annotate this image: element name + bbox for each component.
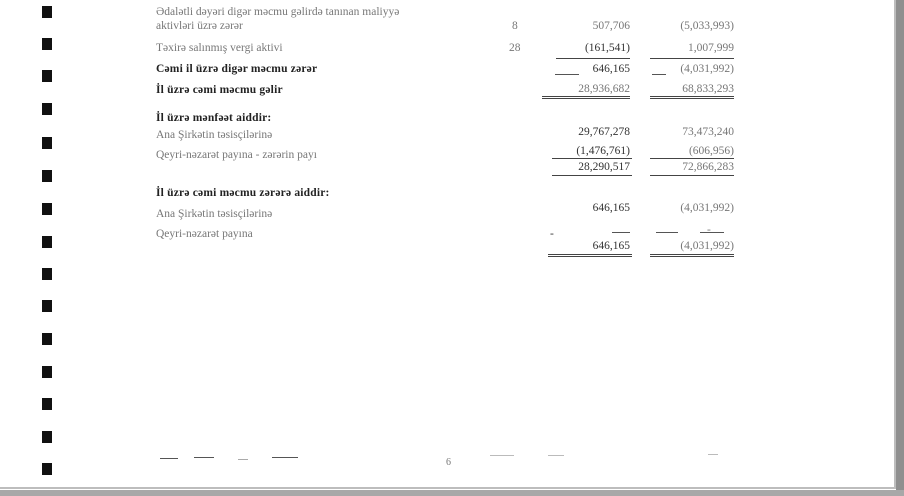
total-rule bbox=[650, 254, 734, 257]
note-ref: 8 bbox=[512, 20, 518, 32]
subtotal-rule bbox=[556, 58, 630, 59]
subtotal-rule bbox=[650, 58, 734, 59]
row-label: Təxirə salınmış vergi aktivi bbox=[156, 42, 283, 54]
row-label: Ana Şirkətin təsisçilərinə bbox=[156, 129, 273, 141]
signature-line bbox=[548, 455, 564, 456]
row-label: Cəmi il üzrə digər məcmu zərər bbox=[156, 63, 318, 75]
value-current: 29,767,278 bbox=[578, 126, 630, 138]
row-label: Ədalətli dəyəri digər məcmu gəlirdə tanınan maliyyə bbox=[156, 6, 400, 18]
total-rule bbox=[650, 96, 734, 99]
value-current: 28,936,682 bbox=[578, 83, 630, 95]
total-rule bbox=[548, 254, 632, 257]
section-total-current: 646,165 bbox=[592, 240, 630, 252]
signature-line bbox=[272, 457, 298, 458]
row-label: Ana Şirkətin təsisçilərinə bbox=[156, 208, 273, 220]
section-total-prior: (4,031,992) bbox=[680, 240, 734, 252]
total-rule bbox=[552, 175, 632, 176]
value-prior: (5,033,993) bbox=[680, 20, 734, 32]
dash-mark bbox=[656, 232, 678, 233]
total-rule bbox=[650, 175, 734, 176]
note-ref: 28 bbox=[509, 42, 521, 54]
subtotal-rule bbox=[650, 158, 734, 159]
value-prior: - bbox=[707, 224, 711, 236]
page-edge-shadow-bottom bbox=[0, 490, 904, 496]
signature-line bbox=[708, 454, 718, 455]
dash-mark bbox=[612, 232, 630, 233]
value-prior: 68,833,293 bbox=[682, 83, 734, 95]
value-current: 507,706 bbox=[592, 20, 630, 32]
value-current: (1,476,761) bbox=[576, 145, 630, 157]
subtotal-rule bbox=[552, 158, 632, 159]
signature-line bbox=[194, 457, 214, 458]
value-prior: 1,007,999 bbox=[688, 42, 734, 54]
value-current: 646,165 bbox=[592, 63, 630, 75]
section-total-current: 28,290,517 bbox=[578, 161, 630, 173]
total-rule bbox=[542, 96, 630, 99]
value-current: (161,541) bbox=[584, 42, 630, 54]
value-current: - bbox=[550, 228, 554, 240]
section-heading: İl üzrə cəmi məcmu zərərə aiddir: bbox=[156, 187, 330, 199]
row-label: Qeyri-nəzarət payına bbox=[156, 228, 253, 240]
row-label: Qeyri-nəzarət payına - zərərin payı bbox=[156, 149, 317, 161]
row-label: İl üzrə cəmi məcmu gəlir bbox=[156, 84, 283, 96]
value-current: 646,165 bbox=[592, 202, 630, 214]
value-prior: 73,473,240 bbox=[682, 126, 734, 138]
page-edge-shadow bbox=[896, 0, 904, 496]
signature-line bbox=[490, 455, 514, 456]
page-number: 6 bbox=[446, 457, 451, 468]
value-prior: (4,031,992) bbox=[680, 63, 734, 75]
value-prior: (4,031,992) bbox=[680, 202, 734, 214]
value-prior: (606,956) bbox=[688, 145, 734, 157]
signature-line bbox=[160, 458, 178, 459]
row-label-continued: aktivləri üzrə zərər bbox=[156, 20, 243, 32]
section-total-prior: 72,866,283 bbox=[682, 161, 734, 173]
signature-line bbox=[238, 459, 248, 460]
section-heading: İl üzrə mənfəət aiddir: bbox=[156, 112, 272, 124]
dash-mark bbox=[700, 232, 724, 233]
